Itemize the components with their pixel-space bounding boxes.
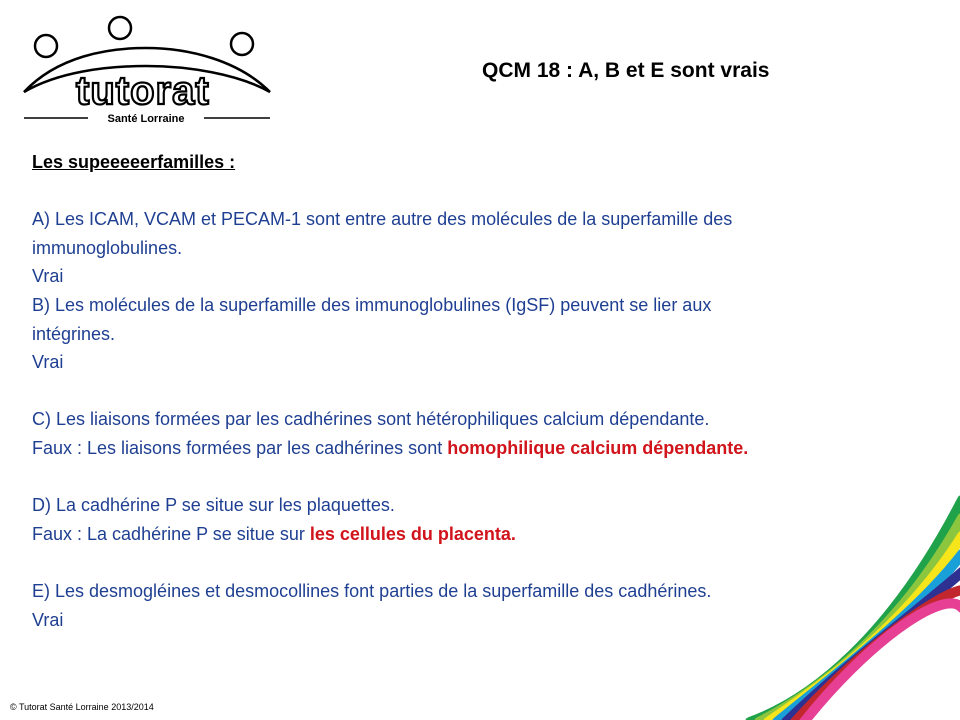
item-d-verdict-emphasis: les cellules du placenta. — [309, 523, 516, 544]
item-a-line2: immunoglobulines. — [32, 237, 183, 258]
item-a-verdict: Vrai — [32, 266, 64, 287]
item-b-line1: B) Les molécules de la superfamille des immunoglobulines (IgSF) peuvent se lier aux — [32, 294, 712, 315]
item-d-verdict-text: Faux : La cadhérine P se situe sur — [32, 523, 310, 544]
item-c-verdict — [32, 434, 932, 463]
spacer — [32, 463, 932, 492]
item-c-line1: C) Les liaisons formées par les cadhérines sont hétérophiliques calcium dépendante. — [32, 409, 710, 430]
item-b-verdict: Vrai — [32, 352, 64, 373]
spacer — [32, 177, 932, 206]
rainbow-swoosh-figure-icon — [740, 490, 960, 720]
logo-wordmark: tutorat — [76, 69, 210, 113]
item-c-verdict-emphasis: homophilique calcium dépendante. — [447, 437, 749, 458]
section-heading: Les supeeeeerfamilles : — [32, 152, 236, 172]
item-e-verdict: Vrai — [32, 609, 64, 630]
item-e-line1: E) Les desmogléines et desmocollines font parties de la superfamille des cadhérines. — [32, 580, 712, 601]
logo-subtitle: Santé Lorraine — [107, 113, 185, 124]
spacer — [32, 377, 932, 406]
tutorat-logo — [18, 12, 276, 124]
item-a-line1: A) Les ICAM, VCAM et PECAM-1 sont entre autre des molécules de la superfamille des — [32, 209, 733, 230]
item-c-verdict-text: Faux : Les liaisons formées par les cadhérines sont — [32, 437, 448, 458]
item-b-line2: intégrines. — [32, 323, 116, 344]
item-d-line1: D) La cadhérine P se situe sur les plaquettes. — [32, 495, 395, 516]
page-title: QCM 18 : A, B et E sont vrais — [482, 59, 770, 82]
copyright-footer: © Tutorat Santé Lorraine 2013/2014 — [10, 702, 154, 712]
